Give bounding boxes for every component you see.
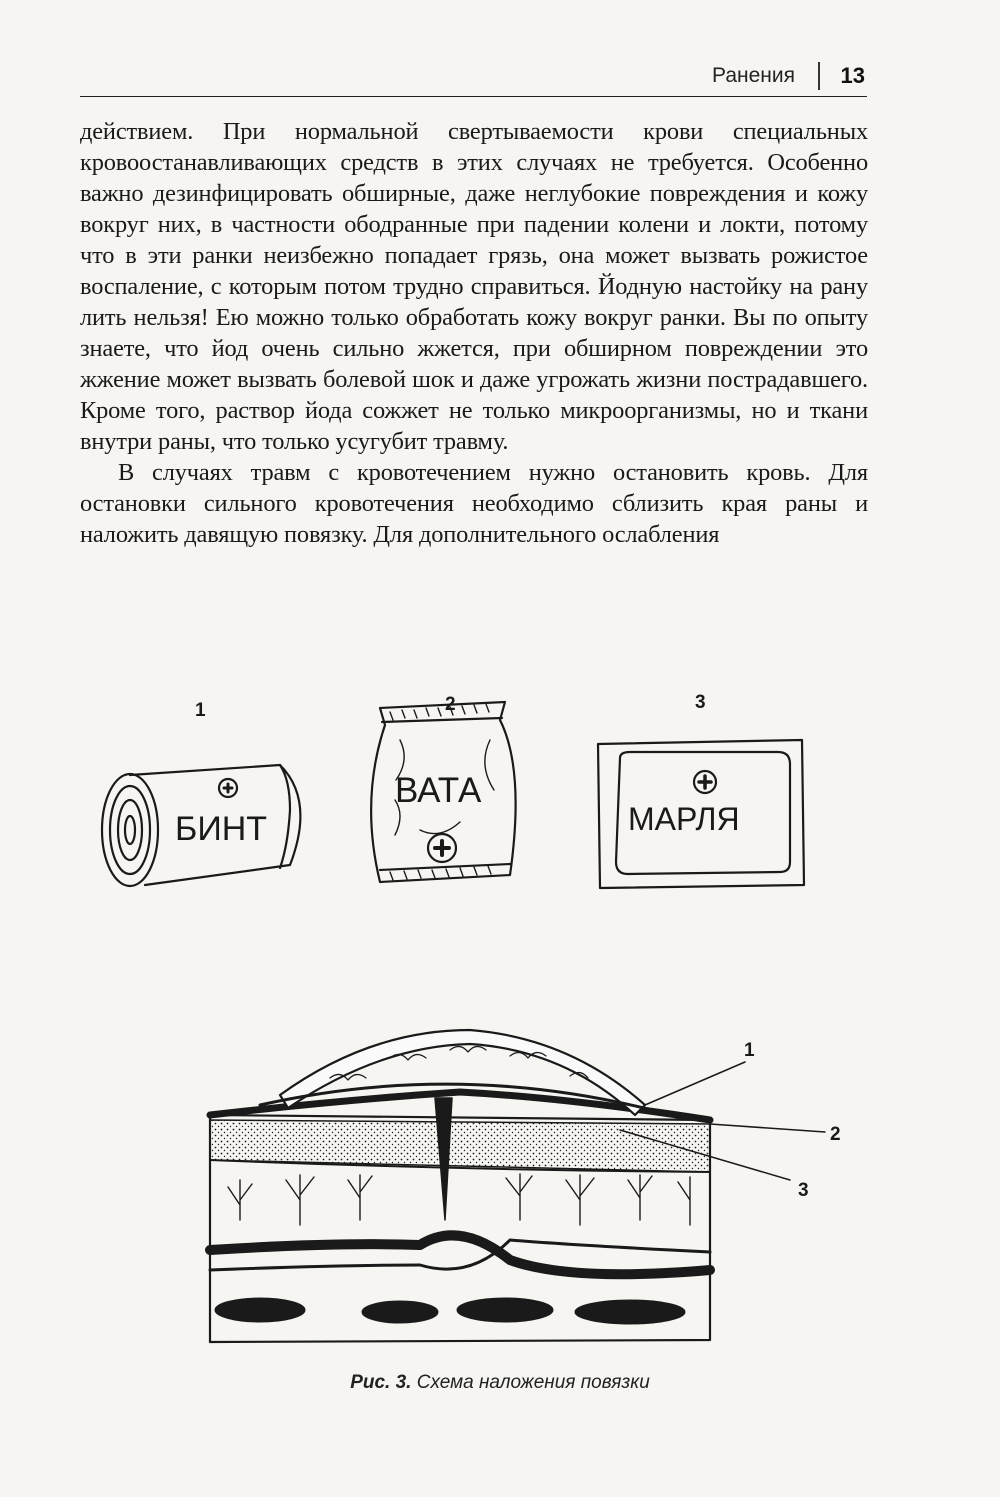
caption-prefix: Рис. 3. xyxy=(350,1372,412,1393)
item2-number: 2 xyxy=(445,694,456,715)
item3-label: МАРЛЯ xyxy=(628,801,740,837)
header-divider xyxy=(818,62,820,90)
dressing-cross-section-diagram xyxy=(190,1020,870,1370)
item1-label: БИНТ xyxy=(175,810,268,848)
figure-caption xyxy=(0,1372,1000,1394)
paragraph-2: В случаях травм с кровотечением нужно остановить кровь. Для остановки сильного кровотечения необходимо сблизить края раны и наложить давящую повязку. Для дополнительного ослабления xyxy=(80,459,868,548)
running-header xyxy=(80,60,867,97)
item3-number: 3 xyxy=(695,692,706,713)
diagram-label-2: 2 xyxy=(830,1124,841,1145)
diagram-label-1: 1 xyxy=(744,1040,755,1061)
paragraph-1: действием. При нормальной свертываемости крови специальных кровоостанавливающих средств в этих случаях не требуется. Особенно важно дезинфицировать обширные, даже неглубокие повреждения и кожу вокруг них, в частности ободранные при падении колени и локти, потому что в эти ранки неизбежно попадает грязь, она может вызвать рожистое воспаление, с которым потом трудно справиться. Йодную настойку на рану лить нельзя! Ею можно только обработать кожу вокруг ранки. Вы по опыту знаете, что йод очень сильно жжется, при обширном повреждении это жжение может вызвать болевой шок и даже угрожать жизни пострадавшего. Кроме того, раствор йода сожжет не только микроорганизмы, но и ткани внутри раны, что только усугубит травму. xyxy=(80,118,868,455)
caption-text: Схема наложения повязки xyxy=(411,1372,650,1393)
item2-label: ВАТА xyxy=(395,771,482,810)
section-title: Ранения xyxy=(712,64,795,87)
dressing-supplies-illustration xyxy=(90,680,830,900)
body-text xyxy=(80,116,868,550)
item1-number: 1 xyxy=(195,700,206,721)
page-number: 13 xyxy=(840,63,865,88)
diagram-label-3: 3 xyxy=(798,1180,809,1201)
